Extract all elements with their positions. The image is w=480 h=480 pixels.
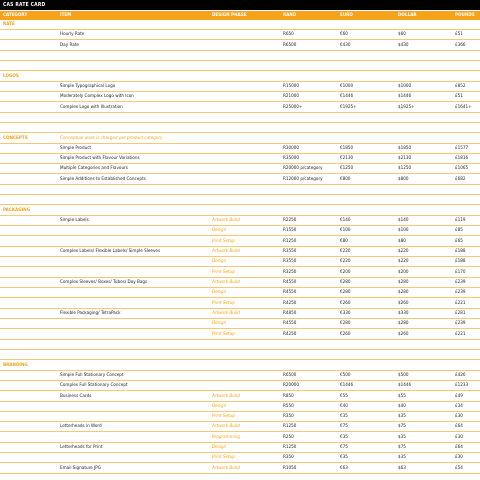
header-rand[interactable]: RAND [283,13,297,18]
row-euro: €800 [340,176,351,182]
row-rand: R4550 [283,290,297,296]
row-pounds: £1816 [455,156,469,162]
row-euro: €55 [340,393,348,399]
row-item: Complex Labels/ Flexible Labels/ Simple Sleeves [60,249,161,255]
row-item: Complex Full Stationary Concept [60,383,128,389]
row-dollar: $63 [398,465,406,471]
row-euro: €200 [340,269,351,275]
row-pounds: £64 [455,445,463,451]
row-euro: €1446 [340,383,354,389]
row-dollar: $430 [398,42,409,48]
row-euro: €500 [340,372,351,378]
table-row[interactable] [0,299,480,309]
table-row[interactable] [0,134,480,144]
row-rand: R6500 [283,42,297,48]
table-row[interactable] [0,402,480,412]
row-rand: R1250 [283,424,297,430]
row-dollar: $80 [398,238,406,244]
table-row[interactable] [0,381,480,391]
row-pounds: £51 [455,32,463,38]
row-pounds: £239 [455,321,466,327]
table-row[interactable] [0,330,480,340]
row-pounds: £1065 [455,166,469,172]
row-rand: R12000 p/category [283,176,323,182]
row-rand: R4250 [283,331,297,337]
row-phase: Artwork Build [212,465,240,471]
row-pounds: £221 [455,300,466,306]
row-item: Complex Logo with Illustration [60,104,123,110]
row-phase: Artwork Build [212,218,240,224]
row-pounds: £682 [455,176,466,182]
row-euro: €260 [340,300,351,306]
row-euro: €280 [340,290,351,296]
row-euro: €2130 [340,156,354,162]
row-dollar: $40 [398,403,406,409]
row-phase: Artwork Build [212,393,240,399]
table-row[interactable] [0,51,480,61]
row-pounds: £65 [455,238,463,244]
row-item: Simple Typographical Logo [60,83,116,89]
row-item: Hourly Rate [60,32,85,38]
row-pounds: £30 [455,434,463,440]
table-row[interactable] [0,61,480,71]
row-rand: R4550 [283,280,297,285]
table-row[interactable] [0,453,480,463]
row-euro: €35 [340,455,348,461]
row-item: Simple Product with Flavour Variations [60,156,140,162]
table-row[interactable] [0,113,480,123]
row-rand: R250 [283,434,294,440]
table-row[interactable] [0,175,480,185]
row-rand: R25000+ [283,104,303,110]
row-phase: Print Setup [212,238,235,244]
row-item: Multiple Categories and Flavours [60,166,128,172]
table-row[interactable] [0,195,480,205]
row-euro: €280 [340,321,351,327]
table-row[interactable] [0,319,480,329]
row-rand: R350 [283,455,294,461]
row-pounds: £34 [455,403,463,409]
table-row[interactable] [0,82,480,92]
row-rand: R35000 [283,156,300,162]
row-phase: Design [212,228,227,234]
row-pounds: £239 [455,290,466,296]
table-row[interactable] [0,443,480,453]
row-pounds: £51 [455,94,463,100]
row-dollar: $100 [398,228,409,234]
row-euro: €430 [340,42,351,48]
row-euro: €140 [340,218,351,224]
header-pounds[interactable]: POUNDS [455,13,475,18]
header-phase[interactable]: DESIGN PHASE [212,13,247,18]
row-dollar: $2130 [398,156,412,162]
table-row[interactable] [0,20,480,30]
row-category: BRANDING [3,362,28,368]
row-pounds: £188 [455,249,466,255]
row-phase: Artwork Build [212,310,240,316]
table-row[interactable] [0,412,480,422]
row-rand: R1050 [283,465,297,471]
row-dollar: $1446 [398,383,412,389]
row-dollar: $800 [398,176,409,182]
row-item: Business Cards [60,393,92,399]
row-dollar: $280 [398,280,409,285]
row-dollar: $75 [398,424,406,430]
table-row[interactable] [0,257,480,267]
row-rand: R1550 [283,228,297,234]
row-rand: R650 [283,32,294,38]
row-phase: Print Setup [212,331,235,337]
table-row[interactable] [0,92,480,102]
row-rand: R4550 [283,321,297,327]
row-euro: €1000 [340,83,354,89]
row-dollar: $280 [398,321,409,327]
row-dollar: $140 [398,218,409,224]
row-pounds: £85 [455,228,463,234]
row-euro: €63 [340,465,348,471]
row-euro: €280 [340,280,351,285]
row-euro: €1925+ [340,104,357,110]
row-pounds: £30 [455,414,463,420]
row-pounds: £1233 [455,383,469,389]
row-item: Conceptual work is charged per product category [60,135,163,141]
row-phase: Programming [212,434,241,440]
row-item: Simple Labels [60,218,89,224]
row-phase: Design [212,290,227,296]
row-phase: Artwork Build [212,280,240,285]
row-euro: €40 [340,403,348,409]
table-row[interactable] [0,216,480,226]
row-pounds: £852 [455,83,466,89]
row-euro: €1850 [340,145,354,151]
table-row[interactable] [0,340,480,350]
row-rand: R2250 [283,218,297,224]
row-dollar: $1250 [398,166,412,172]
row-dollar: $35 [398,455,406,461]
row-pounds: £239 [455,280,466,285]
row-phase: Design [212,445,227,451]
row-dollar: $35 [398,434,406,440]
row-dollar: $1446 [398,94,412,100]
row-dollar: $500 [398,372,409,378]
row-rand: R3250 [283,269,297,275]
row-rand: R4850 [283,310,297,316]
table-row[interactable] [0,361,480,371]
table-row[interactable] [0,422,480,432]
row-euro: €35 [340,434,348,440]
table-row[interactable] [0,123,480,133]
row-rand: R30000 [283,145,300,151]
table-row[interactable] [0,371,480,381]
row-item: Simple Full Stationary Concept [60,372,124,378]
row-rand: R3550 [283,249,297,255]
row-euro: €220 [340,259,351,265]
row-dollar: $200 [398,269,409,275]
table-row[interactable] [0,237,480,247]
row-euro: €100 [340,228,351,234]
row-dollar: $1925+ [398,104,415,110]
table-row[interactable] [0,72,480,82]
row-dollar: $75 [398,445,406,451]
row-category: PACKAGING [3,207,31,213]
table-row[interactable] [0,30,480,40]
row-rand: R20000 [283,383,300,389]
row-dollar: $220 [398,249,409,255]
row-rand: R21000 [283,94,300,100]
row-pounds: £170 [455,269,466,275]
row-euro: €75 [340,445,348,451]
table-row[interactable] [0,309,480,319]
table-row[interactable] [0,41,480,51]
row-dollar: $260 [398,331,409,337]
table-row[interactable] [0,185,480,195]
table-row[interactable] [0,226,480,236]
row-phase: Print Setup [212,300,235,306]
header-category[interactable]: CATEGORY [3,13,28,18]
row-euro: €220 [340,249,351,255]
table-row[interactable] [0,350,480,360]
table-row[interactable] [0,392,480,402]
row-dollar: $220 [398,259,409,265]
row-pounds: £426 [455,372,466,378]
row-phase: Print Setup [212,455,235,461]
row-item: Email Signature JPG [60,465,101,471]
row-dollar: $280 [398,290,409,296]
row-dollar: $260 [398,300,409,306]
row-dollar: $1000 [398,83,412,89]
row-rand: R4250 [283,300,297,306]
row-item: Day Rate [60,42,79,48]
table-row[interactable] [0,144,480,154]
row-dollar: $330 [398,310,409,316]
header-item[interactable]: ITEM [60,13,72,18]
row-category: CONCEPTS [3,135,28,141]
row-pounds: £49 [455,393,463,399]
sheet-title: CAS RATE CARD [0,0,480,10]
row-item: Simple Product [60,145,92,151]
row-category: RATE [3,22,15,27]
table-row[interactable] [0,433,480,443]
row-dollar: $1850 [398,145,412,151]
row-rand: R3550 [283,259,297,265]
header-euro[interactable]: EURO [340,13,353,18]
row-phase: Design [212,321,227,327]
row-pounds: £281 [455,310,466,316]
row-item: Letterheads for Print [60,445,103,451]
row-phase: Design [212,259,227,265]
row-rand: R1250 [283,238,297,244]
header-dollar[interactable]: DOLLAR [398,13,417,18]
row-rand: R550 [283,403,294,409]
row-item: Simple Additions to Established Concepts [60,176,146,182]
table-row[interactable] [0,288,480,298]
row-pounds: £188 [455,259,466,265]
row-phase: Print Setup [212,414,235,420]
row-pounds: £64 [455,424,463,430]
row-category: LOGOS [3,73,19,79]
row-dollar: $60 [398,32,406,38]
row-euro: €1250 [340,166,354,172]
row-euro: €75 [340,424,348,430]
table-row[interactable] [0,464,480,474]
row-pounds: £221 [455,331,466,337]
table-row[interactable] [0,164,480,174]
table-row[interactable] [0,103,480,113]
row-phase: Artwork Build [212,249,240,255]
row-rand: R15000 [283,83,300,89]
row-euro: €260 [340,331,351,337]
row-item: Flexible Packaging/ TetraPack [60,310,121,316]
table-header [0,11,480,20]
row-item: Letterheads in Word [60,424,102,430]
table-row[interactable] [0,278,480,288]
row-dollar: $55 [398,393,406,399]
row-dollar: $35 [398,414,406,420]
row-phase: Artwork Build [212,424,240,430]
table-row[interactable] [0,154,480,164]
row-rand: R6500 [283,372,297,378]
row-phase: Design [212,403,227,409]
row-pounds: £30 [455,455,463,461]
row-rand: R850 [283,393,294,399]
table-row[interactable] [0,206,480,216]
row-pounds: £54 [455,465,463,471]
row-phase: Print Setup [212,269,235,275]
row-pounds: £1577 [455,145,469,151]
row-euro: €35 [340,414,348,420]
row-euro: €80 [340,238,348,244]
table-row[interactable] [0,247,480,257]
row-euro: €330 [340,310,351,316]
row-euro: €1446 [340,94,354,100]
row-rand: R350 [283,414,294,420]
row-pounds: £366 [455,42,466,48]
row-pounds: £1641+ [455,104,472,110]
row-euro: €60 [340,32,348,38]
row-rand: R20000 p/category [283,166,323,172]
row-item: Complex Sleeves/ Boxes/ Tubes/ Doy Bags [60,280,148,285]
table-row[interactable] [0,268,480,278]
row-rand: R1250 [283,445,297,451]
row-pounds: £119 [455,218,466,224]
row-item: Moderately Complex Logo with Icon [60,94,134,100]
